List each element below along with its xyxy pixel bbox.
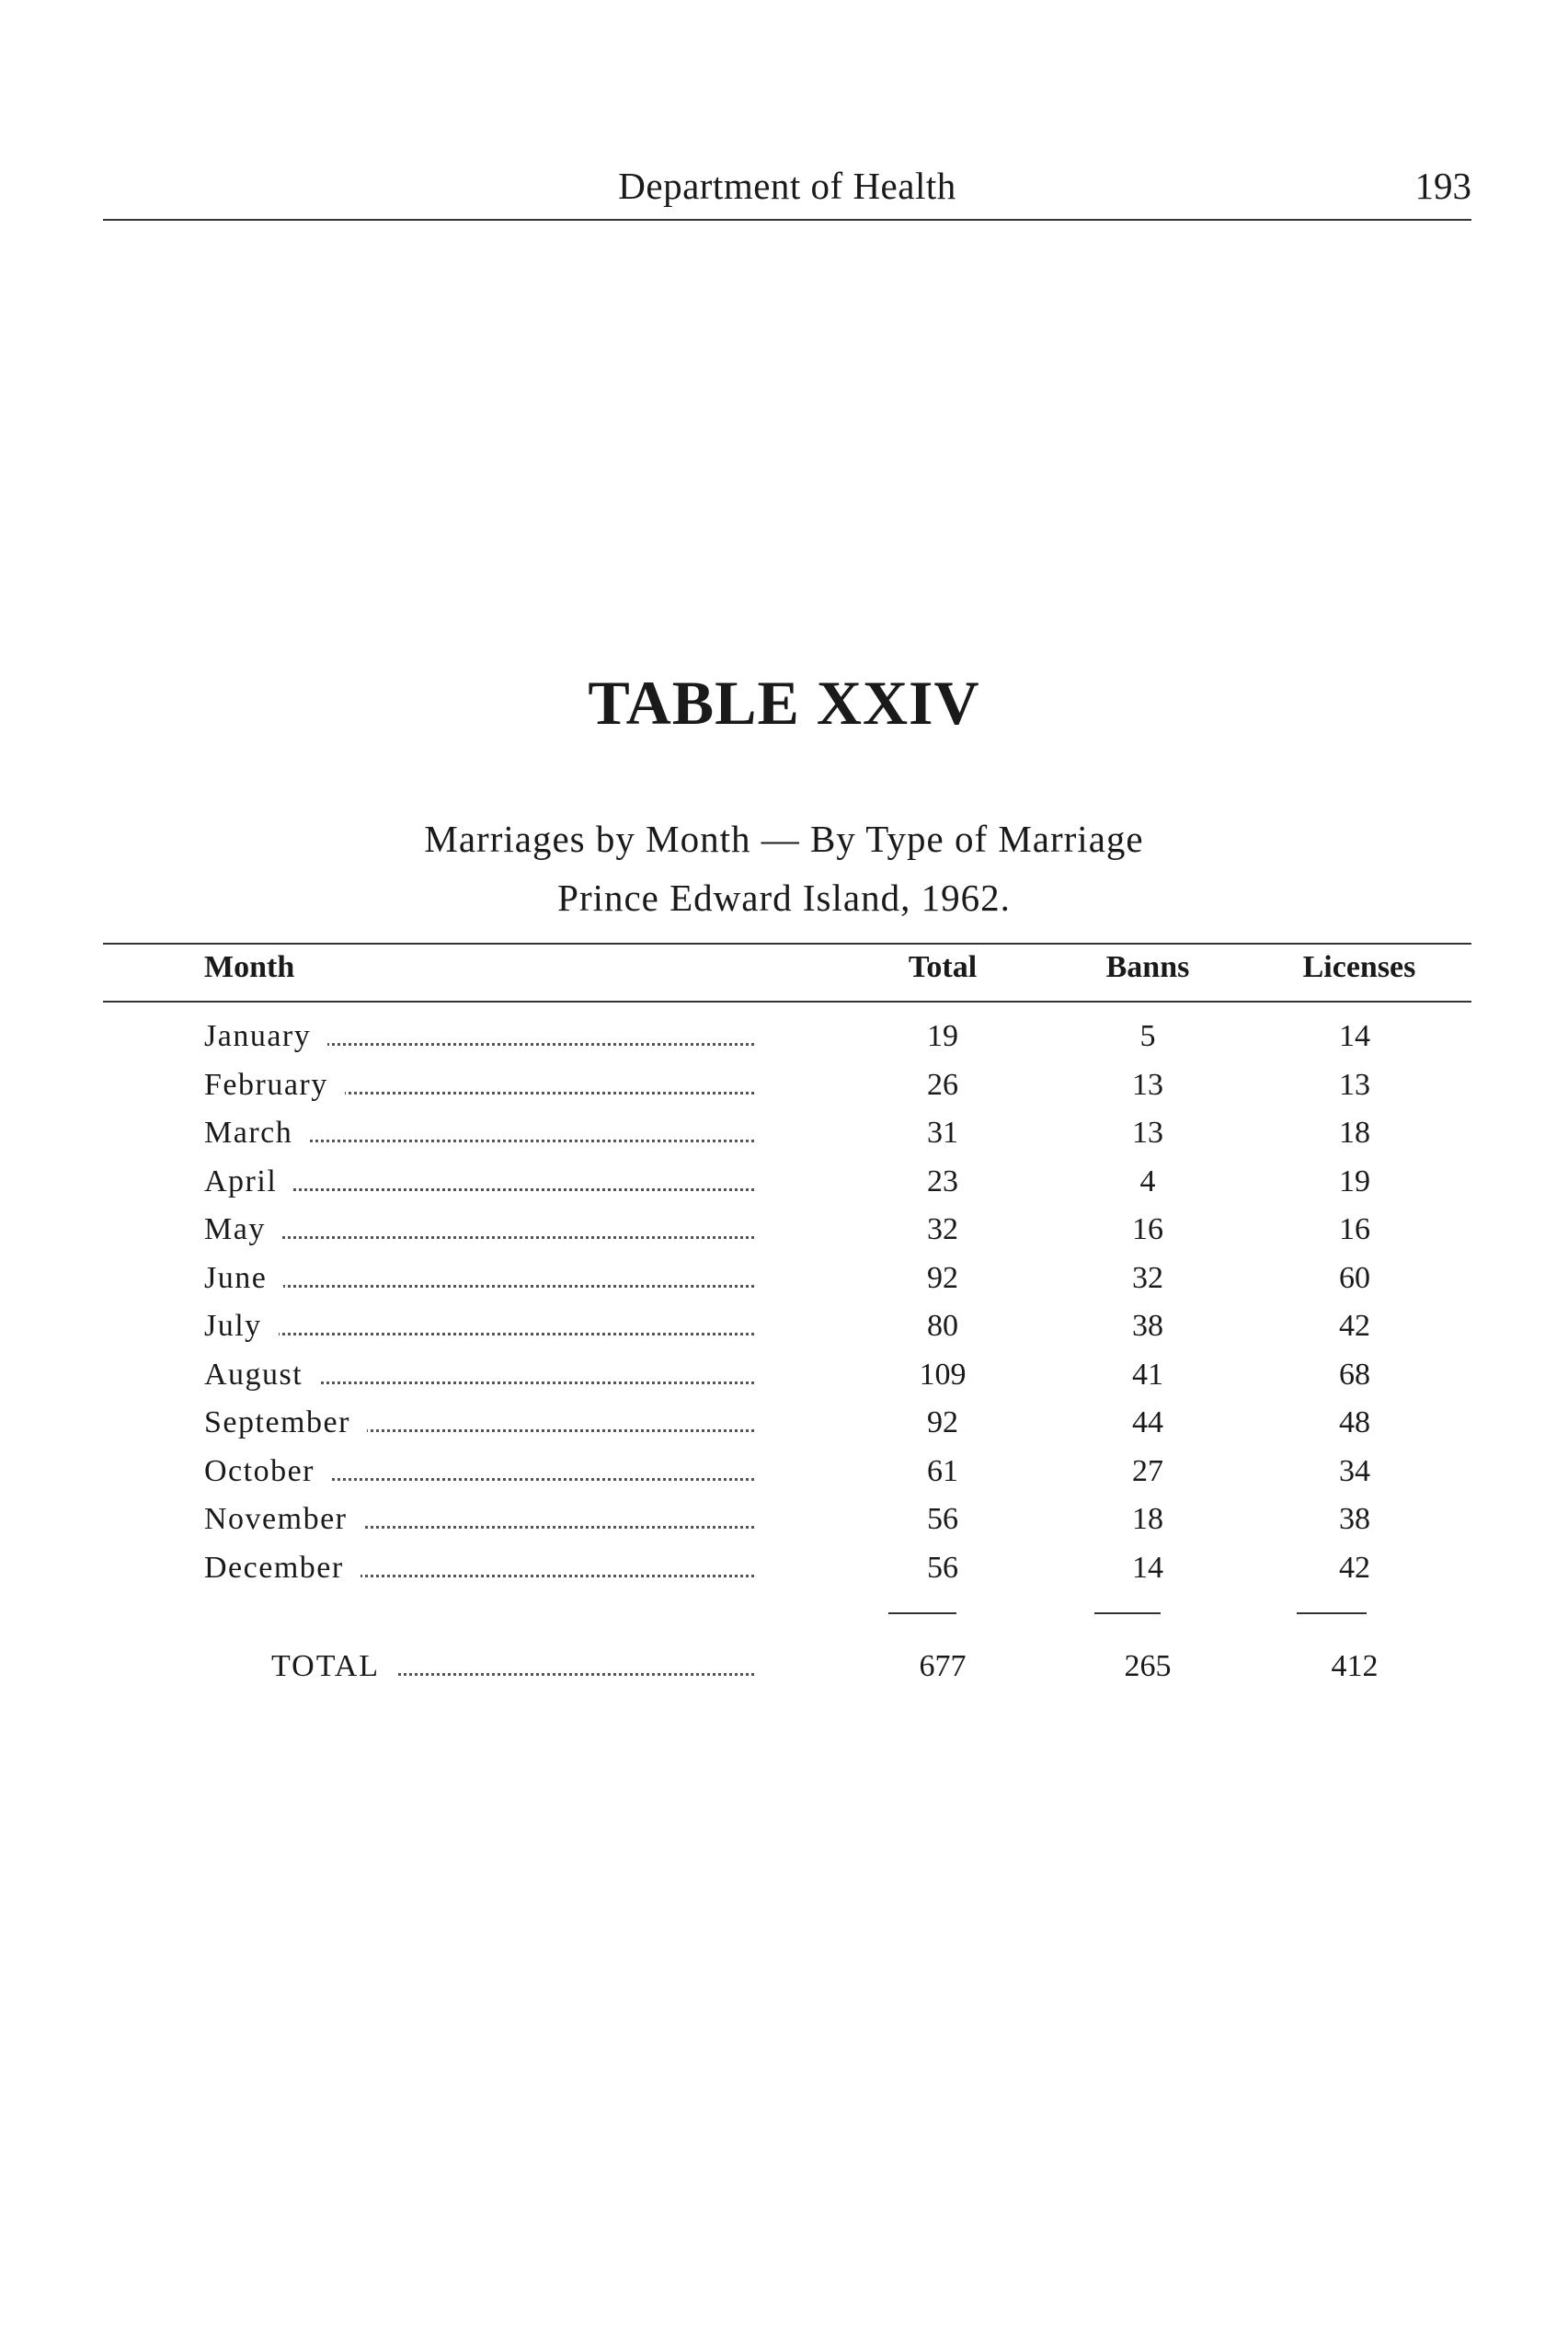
table-top-rule [103,943,1471,945]
banns-cell: 41 [1132,1357,1163,1392]
banns-sum-rule [1094,1612,1161,1614]
banns-cell: 38 [1132,1309,1163,1343]
banns-cell: 27 [1132,1453,1163,1488]
running-head [103,164,1471,221]
table-row [0,1447,1568,1496]
total-cell: 61 [927,1453,958,1488]
licenses-cell: 14 [1339,1019,1370,1053]
licenses-cell: 34 [1339,1453,1370,1488]
table-subtitle-line2: Prince Edward Island, 1962. [557,877,1011,919]
licenses-total-cell: 412 [1331,1649,1379,1683]
column-header-month: Month [204,950,295,984]
banns-cell: 32 [1132,1260,1163,1295]
month-cell: October [204,1454,331,1489]
month-cell: August [204,1358,319,1393]
table-row [0,1350,1568,1399]
licenses-cell: 60 [1339,1260,1370,1295]
month-cell: June [204,1261,283,1296]
month-cell: December [204,1551,361,1586]
month-cell: January [204,1019,327,1054]
table-row [0,1157,1568,1206]
licenses-cell: 48 [1339,1405,1370,1439]
licenses-cell: 18 [1339,1116,1370,1150]
dot-leader [204,1285,754,1288]
month-cell: May [204,1212,282,1247]
month-cell: November [204,1502,364,1537]
total-cell: 56 [927,1502,958,1536]
month-cell: February [204,1068,345,1103]
total-cell: 19 [927,1019,958,1053]
table-row [0,1495,1568,1543]
total-cell: 92 [927,1260,958,1295]
grand-total-cell: 677 [919,1649,967,1683]
banns-total-cell: 265 [1124,1649,1172,1683]
dot-leader [204,1236,754,1239]
table-row [0,1543,1568,1592]
table-row [0,1108,1568,1157]
month-cell: April [204,1164,293,1199]
table-subtitle-line1: Marriages by Month — By Type of Marriage [424,818,1144,860]
total-cell: 92 [927,1405,958,1439]
table-row [0,1254,1568,1302]
table-row [0,1301,1568,1350]
banns-cell: 44 [1132,1405,1163,1439]
licenses-cell: 42 [1339,1309,1370,1343]
licenses-cell: 38 [1339,1502,1370,1536]
column-header-total: Total [908,950,978,984]
total-cell: 26 [927,1067,958,1102]
licenses-cell: 19 [1339,1164,1370,1198]
licenses-sum-rule [1297,1612,1367,1614]
licenses-cell: 16 [1339,1212,1370,1246]
dot-leader [204,1333,754,1335]
total-cell: 23 [927,1164,958,1198]
licenses-cell: 13 [1339,1067,1370,1102]
month-cell: September [204,1405,367,1440]
header-bottom-rule [103,1001,1471,1003]
total-label: TOTAL [271,1649,396,1684]
licenses-cell: 68 [1339,1357,1370,1392]
table-title: TABLE XXIV [588,668,980,738]
table-row [0,1012,1568,1060]
table-row [0,1205,1568,1254]
banns-cell: 13 [1132,1116,1163,1150]
banns-cell: 5 [1139,1019,1156,1053]
banns-cell: 14 [1132,1550,1163,1585]
banns-cell: 18 [1132,1502,1163,1536]
table-body [0,1012,1568,1591]
column-header-licenses: Licenses [1302,950,1416,984]
banns-cell: 13 [1132,1067,1163,1102]
total-cell: 31 [927,1116,958,1150]
table-row [0,1398,1568,1447]
month-cell: March [204,1116,309,1151]
total-cell: 56 [927,1550,958,1585]
banns-cell: 16 [1132,1212,1163,1246]
table-row [0,1060,1568,1109]
total-cell: 109 [919,1357,967,1392]
total-cell: 80 [927,1309,958,1343]
running-title: Department of Health [618,165,956,207]
banns-cell: 4 [1139,1164,1156,1198]
month-cell: July [204,1309,279,1344]
page-number: 193 [1414,165,1471,207]
licenses-cell: 42 [1339,1550,1370,1585]
total-cell: 32 [927,1212,958,1246]
total-row [0,1642,1568,1690]
total-sum-rule [888,1612,956,1614]
column-header-banns: Banns [1105,950,1190,984]
